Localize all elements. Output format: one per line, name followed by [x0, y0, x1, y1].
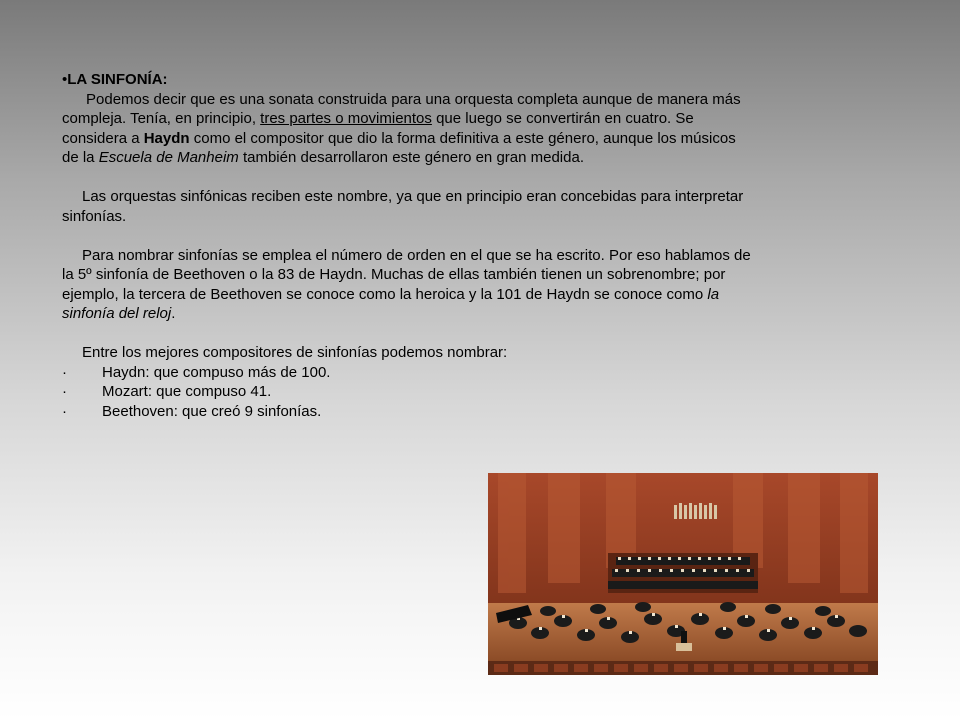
slide-text — [62, 70, 752, 421]
list-item — [62, 402, 752, 422]
p1-text-c: como el compositor que dio la forma definitiva a este género, aunque los músicos de la — [62, 129, 736, 166]
p1-bold-haydn: Haydn — [143, 129, 190, 147]
p1-text-b: que luego se convertirán en cuatro. Se considera a — [62, 110, 694, 147]
p1-underlined: tres partes o movimientos — [260, 110, 432, 127]
list-item-haydn: Haydn: que compuso más de 100. — [102, 363, 331, 381]
p2-text: Las orquestas sinfónicas reciben este nombre, ya que en principio eran concebidas para interpretar sinfonías. — [62, 188, 744, 225]
p1-text-a: Podemos decir que es una sonata construida para una orquesta completa aunque de manera más compleja. Tenía, en principio, — [62, 90, 741, 127]
list-item — [62, 363, 752, 383]
bullet-dot-icon: · — [62, 383, 67, 400]
p4-text: Entre los mejores compositores de sinfonías podemos nombrar: — [82, 344, 508, 361]
p1-italic: Escuela de Manheim — [98, 149, 239, 166]
list-item-beethoven: Beethoven: que creó 9 sinfonías. — [102, 402, 322, 420]
orchestra-illustration — [488, 473, 878, 675]
list-item — [62, 382, 752, 402]
p3-text-b: . — [171, 305, 176, 322]
p1-text-d: también desarrollaron este género en gran medida. — [238, 149, 584, 166]
paragraph-naming — [62, 246, 752, 324]
paragraph-composers-intro — [62, 343, 752, 363]
slide-title-line: •LA SINFONÍA: — [62, 71, 168, 88]
p3-italic: la sinfonía del reloj — [62, 285, 720, 322]
orchestra-photo — [488, 473, 878, 675]
slide-title: LA SINFONÍA: — [67, 71, 168, 88]
paragraph-intro — [62, 90, 752, 168]
paragraph-orchestras — [62, 187, 752, 226]
bullet-dot-icon: · — [62, 402, 67, 420]
bullet-dot-icon: · — [62, 363, 67, 381]
p3-text-a: Para nombrar sinfonías se emplea el número de orden en el que se ha escrito. Por eso hablamos de la 5º sinfonía de Beethoven o la 83 de Haydn. Muchas de ellas también tienen un sobrenombre; por ejemplo, la tercera de Beethoven se conoce como la heroica y la 101 de Haydn se conoce como — [62, 246, 751, 303]
list-item-mozart: Mozart: que compuso 41. — [102, 383, 272, 400]
